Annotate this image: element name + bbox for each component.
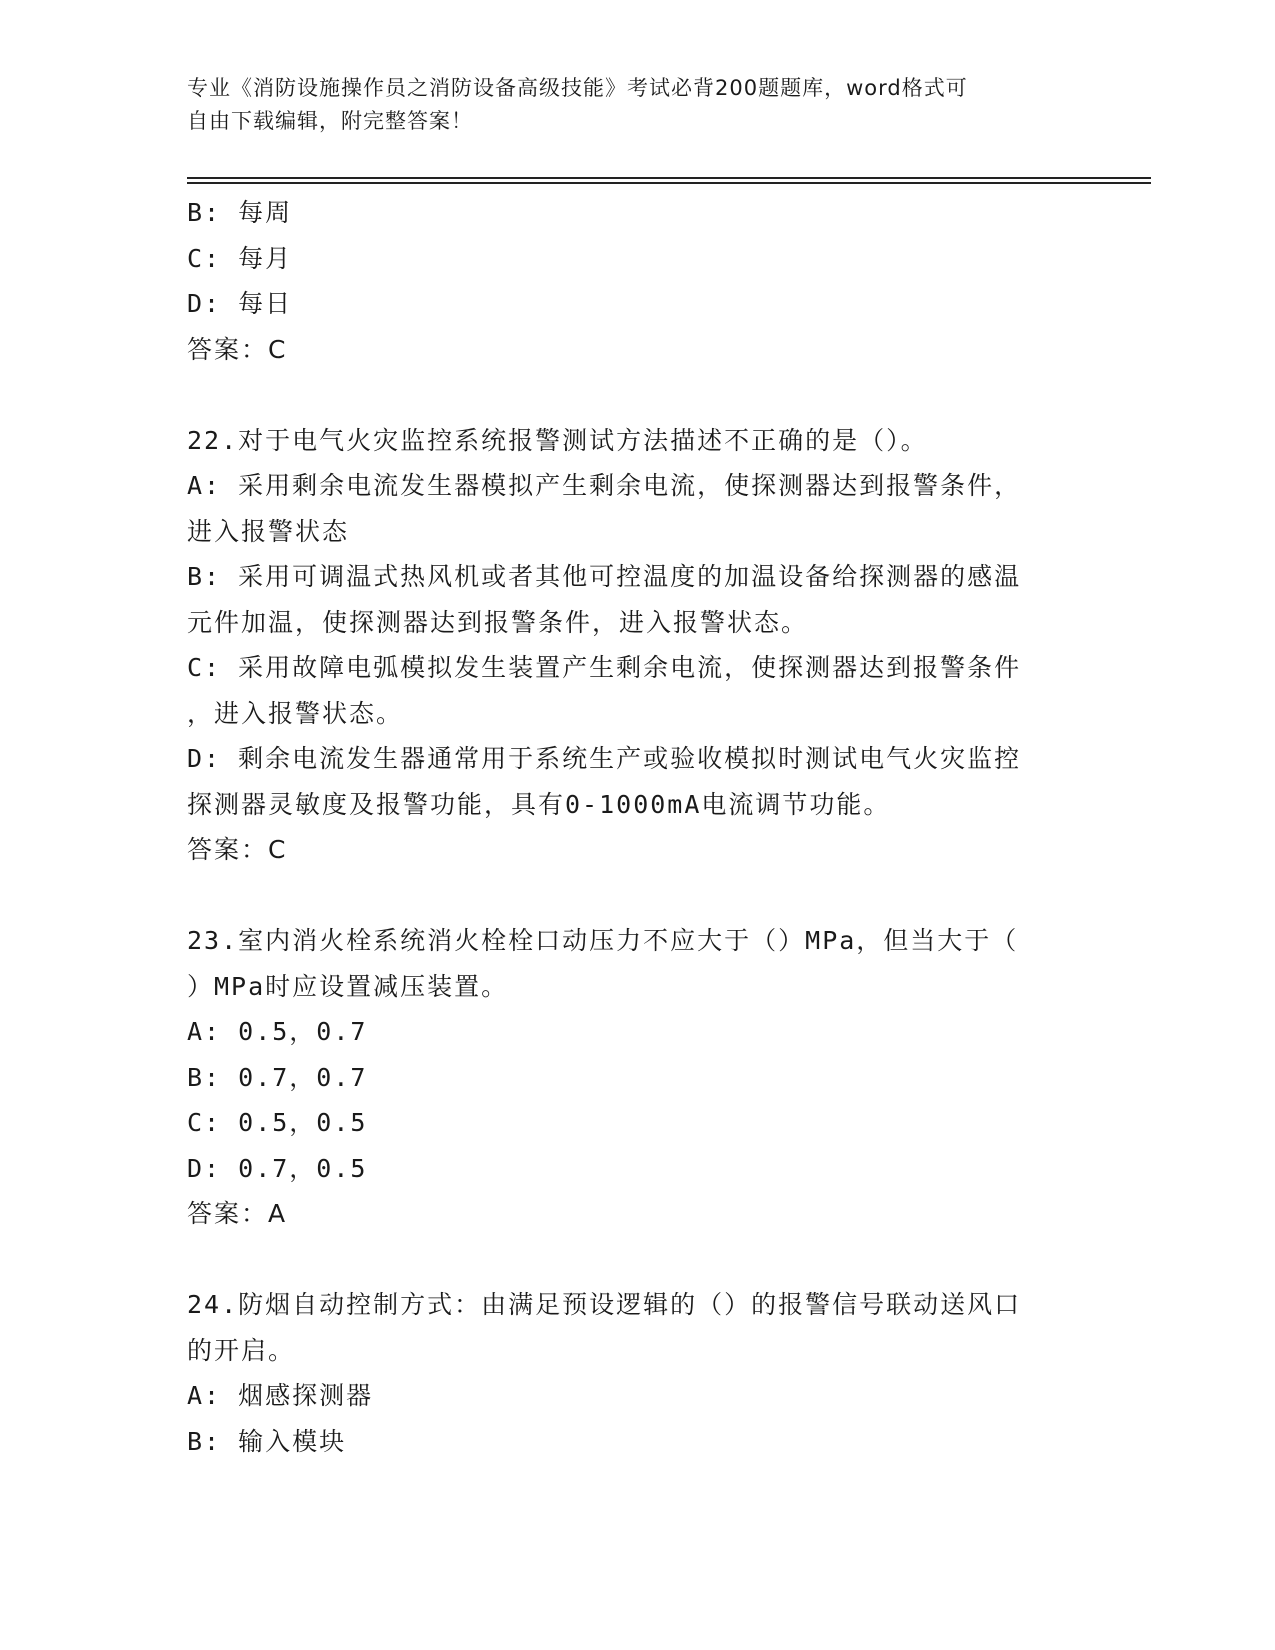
question-content bbox=[187, 190, 1087, 1464]
option-c: C: 0.5，0.5 bbox=[187, 1108, 368, 1137]
question-stem-line-1: 24.防烟自动控制方式：由满足预设逻辑的（）的报警信号联动送风口 bbox=[187, 1290, 1022, 1319]
option-b: B: 输入模块 bbox=[187, 1426, 347, 1456]
option-c-line-2: ，进入报警状态。 bbox=[187, 698, 404, 728]
document-header bbox=[187, 72, 1087, 138]
question-21-tail bbox=[187, 190, 1087, 372]
option-d-line-2: 探测器灵敏度及报警功能，具有0-1000mA电流调节功能。 bbox=[187, 789, 891, 819]
question-stem-line-2: 的开启。 bbox=[187, 1335, 296, 1365]
header-divider-top bbox=[187, 177, 1151, 179]
question-22 bbox=[187, 418, 1087, 873]
option-a: A: 烟感探测器 bbox=[187, 1381, 374, 1410]
header-divider-bottom bbox=[187, 182, 1151, 184]
option-c: C: 每月 bbox=[187, 243, 293, 273]
spacer bbox=[187, 372, 1087, 418]
option-a: A: 0.5，0.7 bbox=[187, 1017, 368, 1046]
option-b-line-1: B: 采用可调温式热风机或者其他可控温度的加温设备给探测器的感温 bbox=[187, 562, 1022, 591]
question-23 bbox=[187, 918, 1087, 1237]
option-b: B: 每周 bbox=[187, 198, 293, 227]
spacer bbox=[187, 1237, 1087, 1283]
option-a-line-2: 进入报警状态 bbox=[187, 516, 350, 546]
header-title-line-2: 自由下载编辑，附完整答案！ bbox=[187, 109, 473, 133]
answer-line: 答案：C bbox=[187, 835, 288, 864]
answer-line: 答案：C bbox=[187, 334, 288, 364]
question-stem-line-1: 23.室内消火栓系统消火栓栓口动压力不应大于（）MPa，但当大于（ bbox=[187, 926, 1019, 955]
header-title-line-1: 专业《消防设施操作员之消防设备高级技能》考试必背200题题库，word格式可 bbox=[187, 76, 968, 100]
option-a-line-1: A: 采用剩余电流发生器模拟产生剩余电流，使探测器达到报警条件， bbox=[187, 471, 1022, 500]
question-stem: 22.对于电气火灾监控系统报警测试方法描述不正确的是（）。 bbox=[187, 425, 928, 455]
question-24 bbox=[187, 1282, 1087, 1464]
option-d-line-1: D: 剩余电流发生器通常用于系统生产或验收模拟时测试电气火灾监控 bbox=[187, 744, 1022, 773]
spacer bbox=[187, 873, 1087, 919]
option-c-line-1: C: 采用故障电弧模拟发生装置产生剩余电流，使探测器达到报警条件 bbox=[187, 653, 1022, 682]
option-d: D: 每日 bbox=[187, 289, 293, 318]
answer-line: 答案：A bbox=[187, 1199, 288, 1228]
question-stem-line-2: ）MPa时应设置减压装置。 bbox=[187, 971, 509, 1001]
option-d: D: 0.7，0.5 bbox=[187, 1153, 368, 1183]
option-b-line-2: 元件加温，使探测器达到报警条件，进入报警状态。 bbox=[187, 607, 809, 637]
option-b: B: 0.7，0.7 bbox=[187, 1062, 368, 1092]
